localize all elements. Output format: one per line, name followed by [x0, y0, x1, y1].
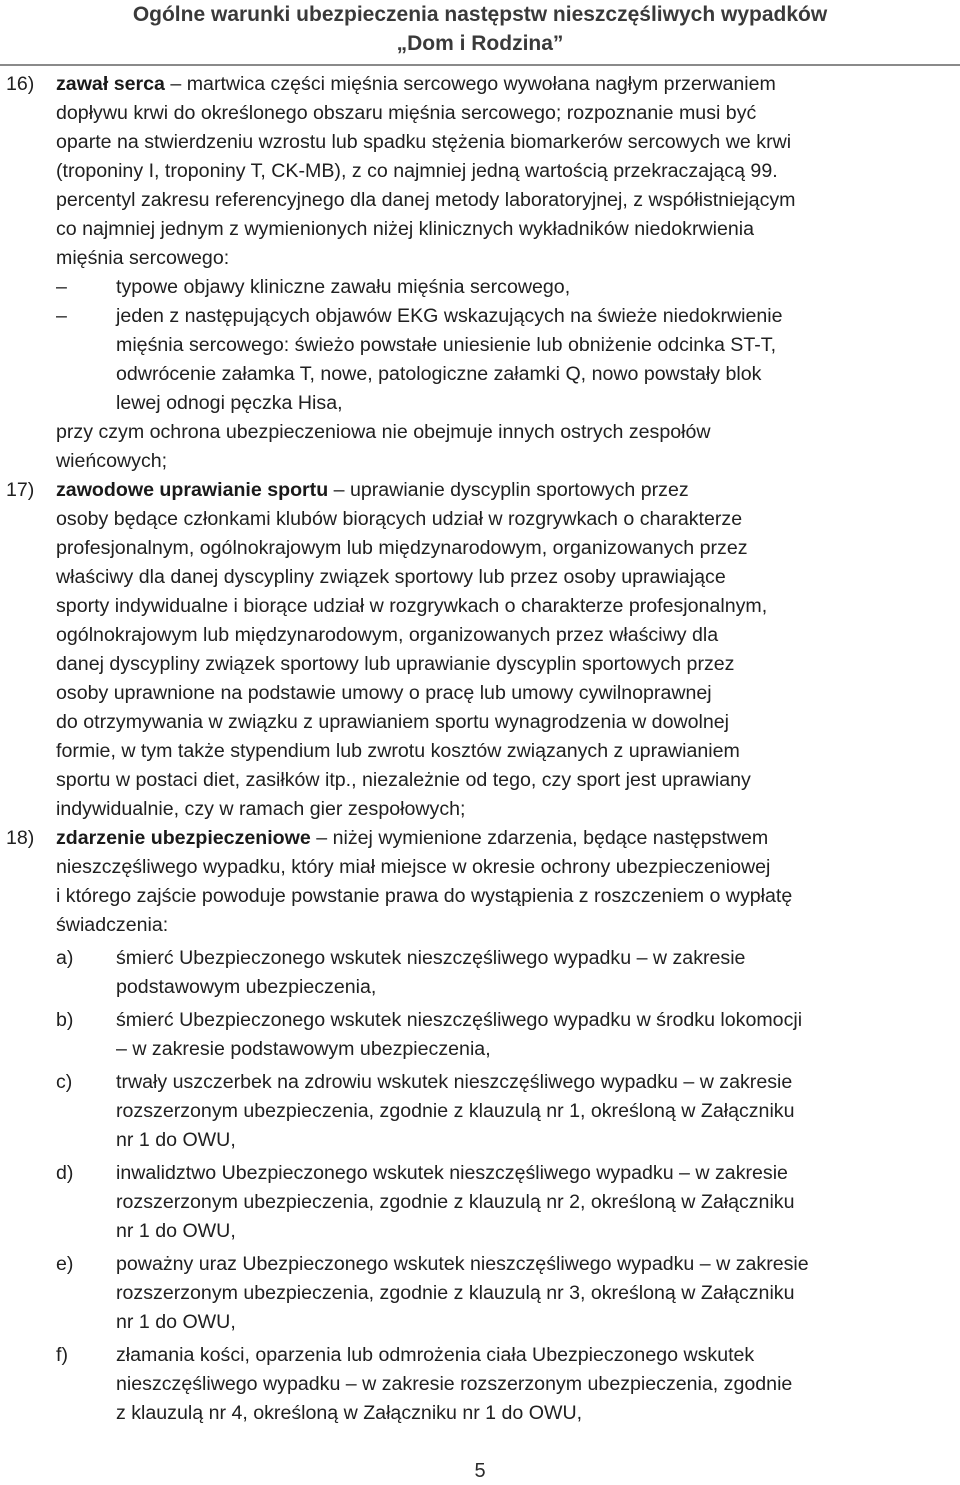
item-first-line-text: – niżej wymienione zdarzenia, będące następstwem	[310, 827, 769, 849]
item-line: sporty indywidualne i biorące udział w rozgrywkach o charakterze profesjonalnym,	[56, 595, 768, 617]
item-line: profesjonalnym, ogólnokrajowym lub międzynarodowym, organizowanych przez	[56, 537, 748, 559]
subitem-text: rozszerzonym ubezpieczenia, zgodnie z klauzulą nr 1, określoną w Załączniku	[116, 1100, 795, 1122]
subitem-text: trwały uszczerbek na zdrowiu wskutek nieszczęśliwego wypadku – w zakresie	[116, 1071, 793, 1093]
item-line: sportu w postaci diet, zasiłków itp., niezależnie od tego, czy sport jest uprawiany	[56, 769, 751, 791]
page-header	[0, 0, 960, 58]
item-line: oparte na stwierdzeniu wzrostu lub spadku stężenia biomarkerów sercowych we krwi	[56, 131, 792, 153]
item-first-line	[56, 476, 960, 505]
item-first-line-text: – uprawianie dyscyplin sportowych przez	[328, 479, 689, 501]
item-line: indywidualnie, czy w ramach gier zespołowych;	[56, 798, 466, 820]
dash-item-text: mięśnia sercowego: świeżo powstałe uniesienie lub obniżenie odcinka ST-T,	[116, 334, 777, 356]
subitem-marker: d)	[56, 1162, 74, 1184]
item-line: do otrzymywania w związku z uprawianiem sportu wynagrodzenia w dowolnej	[56, 711, 730, 733]
header-divider	[0, 64, 960, 66]
dash-item-text: jeden z następujących objawów EKG wskazujących na świeże niedokrwienie	[116, 305, 783, 327]
subitem-marker: b)	[56, 1009, 74, 1031]
item-line: właściwy dla danej dyscypliny związek sportowy lub przez osoby uprawiające	[56, 566, 726, 588]
subitem-c	[0, 1068, 960, 1155]
item-line: danej dyscypliny związek sportowy lub uprawianie dyscyplin sportowych przez	[56, 653, 735, 675]
subitem-text: złamania kości, oparzenia lub odmrożenia ciała Ubezpieczonego wskutek	[116, 1344, 755, 1366]
item-term: zawał serca	[56, 73, 165, 95]
subitem-b	[0, 1006, 960, 1064]
subitem-text: nr 1 do OWU,	[116, 1311, 236, 1333]
item-number: 16)	[6, 73, 35, 95]
item-line: (troponiny I, troponiny T, CK-MB), z co najmniej jedną wartością przekraczającą 99.	[56, 160, 778, 182]
subitem-marker: e)	[56, 1253, 74, 1275]
document-body	[0, 70, 960, 1428]
subitem-a	[0, 944, 960, 1002]
header-title-line-2: „Dom i Rodzina”	[396, 32, 564, 55]
dash-marker: –	[56, 305, 67, 327]
item-first-line	[56, 70, 960, 99]
dash-marker: –	[56, 276, 67, 298]
item-closing-line: przy czym ochrona ubezpieczeniowa nie obejmuje innych ostrych zespołów	[56, 421, 711, 443]
item-closing-line: wieńcowych;	[56, 450, 168, 472]
subitem-f	[0, 1341, 960, 1428]
item-number: 17)	[6, 479, 35, 501]
item-number: 18)	[6, 827, 35, 849]
item-line: co najmniej jednym z wymienionych niżej klinicznych wykładników niedokrwienia	[56, 218, 755, 240]
item-line: percentyl zakresu referencyjnego dla danej metody laboratoryjnej, z współistniejącym	[56, 189, 796, 211]
item-line: dopływu krwi do określonego obszaru mięśnia sercowego; rozpoznanie musi być	[56, 102, 757, 124]
subitem-text: nieszczęśliwego wypadku – w zakresie rozszerzonym ubezpieczenia, zgodnie	[116, 1373, 793, 1395]
subitem-text: rozszerzonym ubezpieczenia, zgodnie z klauzulą nr 3, określoną w Załączniku	[116, 1282, 795, 1304]
item-line: osoby będące członkami klubów biorących udział w rozgrywkach o charakterze	[56, 508, 743, 530]
item-line: formie, w tym także stypendium lub zwrotu kosztów związanych z uprawianiem	[56, 740, 740, 762]
subitem-text: rozszerzonym ubezpieczenia, zgodnie z klauzulą nr 2, określoną w Załączniku	[116, 1191, 795, 1213]
subitem-marker: c)	[56, 1071, 73, 1093]
subitem-text: poważny uraz Ubezpieczonego wskutek nieszczęśliwego wypadku – w zakresie	[116, 1253, 809, 1275]
definition-item-16	[0, 70, 960, 476]
item-line: i którego zajście powoduje powstanie prawa do wystąpienia z roszczeniem o wypłatę	[56, 885, 793, 907]
item-line: ogólnokrajowym lub międzynarodowym, organizowanych przez właściwy dla	[56, 624, 719, 646]
item-line: świadczenia:	[56, 914, 169, 936]
item-term: zawodowe uprawianie sportu	[56, 479, 329, 501]
item-term: zdarzenie ubezpieczeniowe	[56, 827, 311, 849]
subitem-text: inwalidztwo Ubezpieczonego wskutek nieszczęśliwego wypadku – w zakresie	[116, 1162, 788, 1184]
item-line: nieszczęśliwego wypadku, który miał miejsce w okresie ochrony ubezpieczeniowej	[56, 856, 771, 878]
subitem-e	[0, 1250, 960, 1337]
dash-item-text: lewej odnogi pęczka Hisa,	[116, 392, 343, 414]
subitem-d	[0, 1159, 960, 1246]
dash-item-text: odwrócenie załamka T, nowe, patologiczne załamki Q, nowo powstały blok	[116, 363, 762, 385]
subitem-text: nr 1 do OWU,	[116, 1220, 236, 1242]
subitem-marker: a)	[56, 947, 74, 969]
item-first-line	[56, 824, 960, 853]
dash-list-item	[0, 302, 960, 418]
item-first-line-text: – martwica części mięśnia sercowego wywołana nagłym przerwaniem	[164, 73, 776, 95]
subitem-text: śmierć Ubezpieczonego wskutek nieszczęśliwego wypadku w środku lokomocji	[116, 1009, 803, 1031]
definition-item-18	[0, 824, 960, 1428]
subitem-text: z klauzulą nr 4, określoną w Załączniku nr 1 do OWU,	[116, 1402, 583, 1424]
subitem-text: nr 1 do OWU,	[116, 1129, 236, 1151]
header-title-line-1: Ogólne warunki ubezpieczenia następstw nieszczęśliwych wypadków	[132, 3, 828, 26]
subitem-text: podstawowym ubezpieczenia,	[116, 976, 377, 998]
subitem-marker: f)	[56, 1344, 68, 1366]
subitem-text: śmierć Ubezpieczonego wskutek nieszczęśliwego wypadku – w zakresie	[116, 947, 746, 969]
item-line: osoby uprawnione na podstawie umowy o pracę lub umowy cywilnoprawnej	[56, 682, 712, 704]
definition-item-17	[0, 476, 960, 824]
item-line: mięśnia sercowego:	[56, 247, 230, 269]
subitem-text: – w zakresie podstawowym ubezpieczenia,	[116, 1038, 491, 1060]
dash-item-text: typowe objawy kliniczne zawału mięśnia sercowego,	[116, 276, 571, 298]
dash-list-item	[0, 273, 960, 302]
page-number: 5	[474, 1460, 486, 1482]
